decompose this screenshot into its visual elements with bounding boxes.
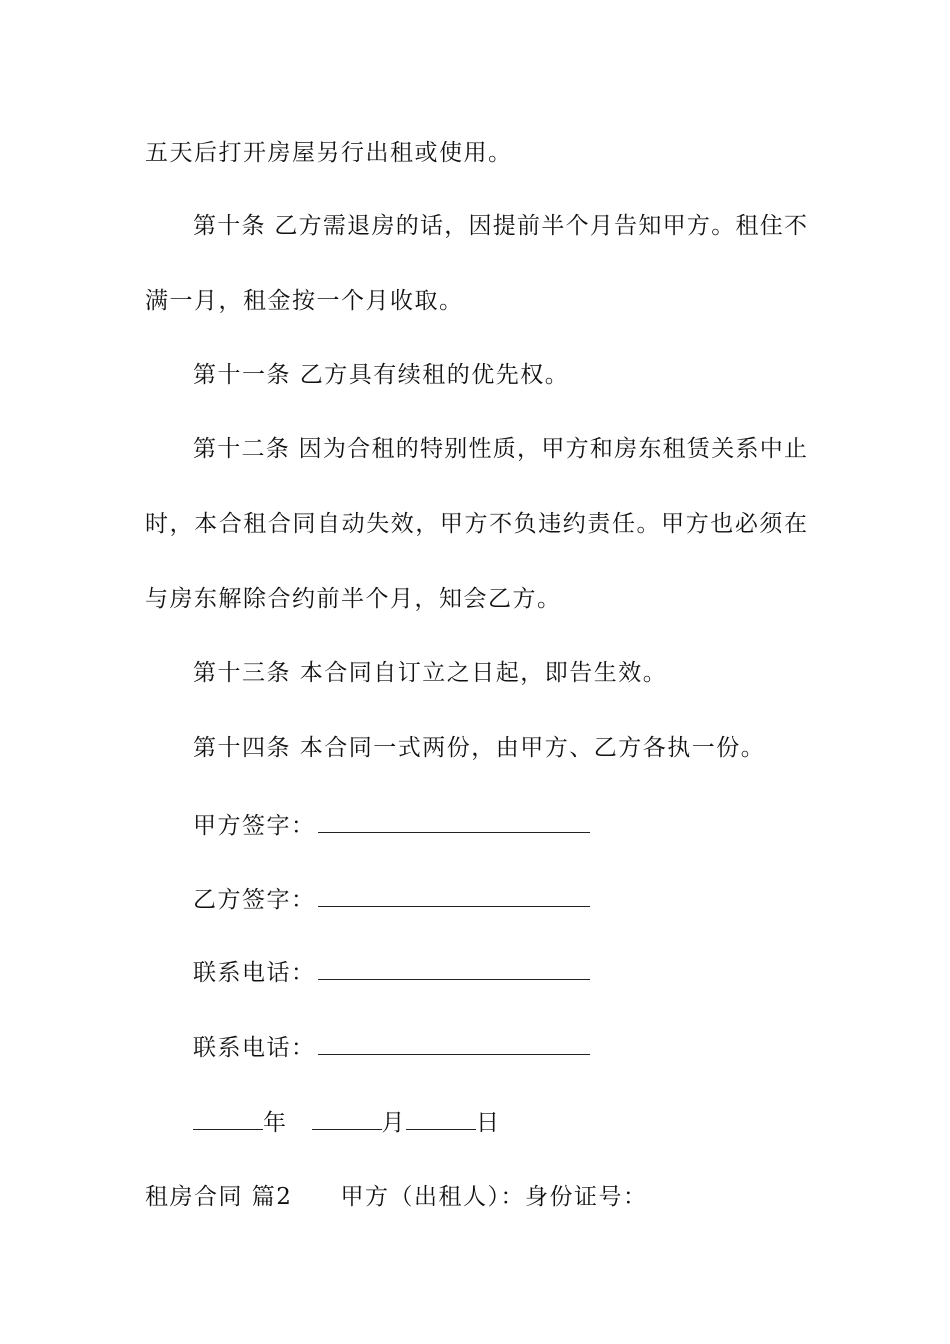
paragraph-line: 五天后打开房屋另行出租或使用。: [145, 140, 513, 166]
section-heading: 租房合同 篇2: [145, 1184, 293, 1210]
clause-10-line-1: 第十条 乙方需退房的话，因提前半个月告知甲方。租住不: [193, 213, 807, 239]
clause-11: 第十一条 乙方具有续租的优先权。: [193, 362, 570, 388]
year-label: 年: [263, 1110, 288, 1136]
year-field[interactable]: [193, 1107, 263, 1130]
clause-12-line-2: 时，本合租合同自动失效，甲方不负违约责任。甲方也必须在: [145, 511, 807, 537]
phone-1-row: [193, 957, 807, 987]
next-section-row: [145, 1182, 807, 1212]
party-a-signature-field[interactable]: [318, 810, 590, 833]
clause-12-line-3: 与房东解除合约前半个月，知会乙方。: [145, 586, 562, 612]
clause-12-line-1: 第十二条 因为合租的特别性质，甲方和房东租赁关系中止: [193, 436, 807, 462]
clause-14: 第十四条 本合同一式两份，由甲方、乙方各执一份。: [193, 735, 766, 761]
party-b-signature-field[interactable]: [318, 884, 590, 907]
clause-13: 第十三条 本合同自订立之日起，即告生效。: [193, 660, 668, 686]
phone-2-label: 联系电话：: [193, 1035, 316, 1061]
party-b-signature-label: 乙方签字：: [193, 887, 316, 913]
party-a-signature-row: [193, 810, 807, 840]
phone-1-field[interactable]: [318, 957, 590, 980]
date-row: [193, 1107, 807, 1137]
month-field[interactable]: [312, 1107, 382, 1130]
party-a-id-label: 甲方（出租人）：身份证号：: [340, 1184, 648, 1210]
phone-2-field[interactable]: [318, 1032, 590, 1055]
day-field[interactable]: [406, 1107, 476, 1130]
party-a-signature-label: 甲方签字：: [193, 813, 316, 839]
phone-2-row: [193, 1032, 807, 1062]
month-label: 月: [381, 1110, 406, 1136]
party-b-signature-row: [193, 884, 807, 914]
phone-1-label: 联系电话：: [193, 960, 316, 986]
day-label: 日: [476, 1110, 501, 1136]
clause-10-line-2: 满一月，租金按一个月收取。: [145, 288, 464, 314]
